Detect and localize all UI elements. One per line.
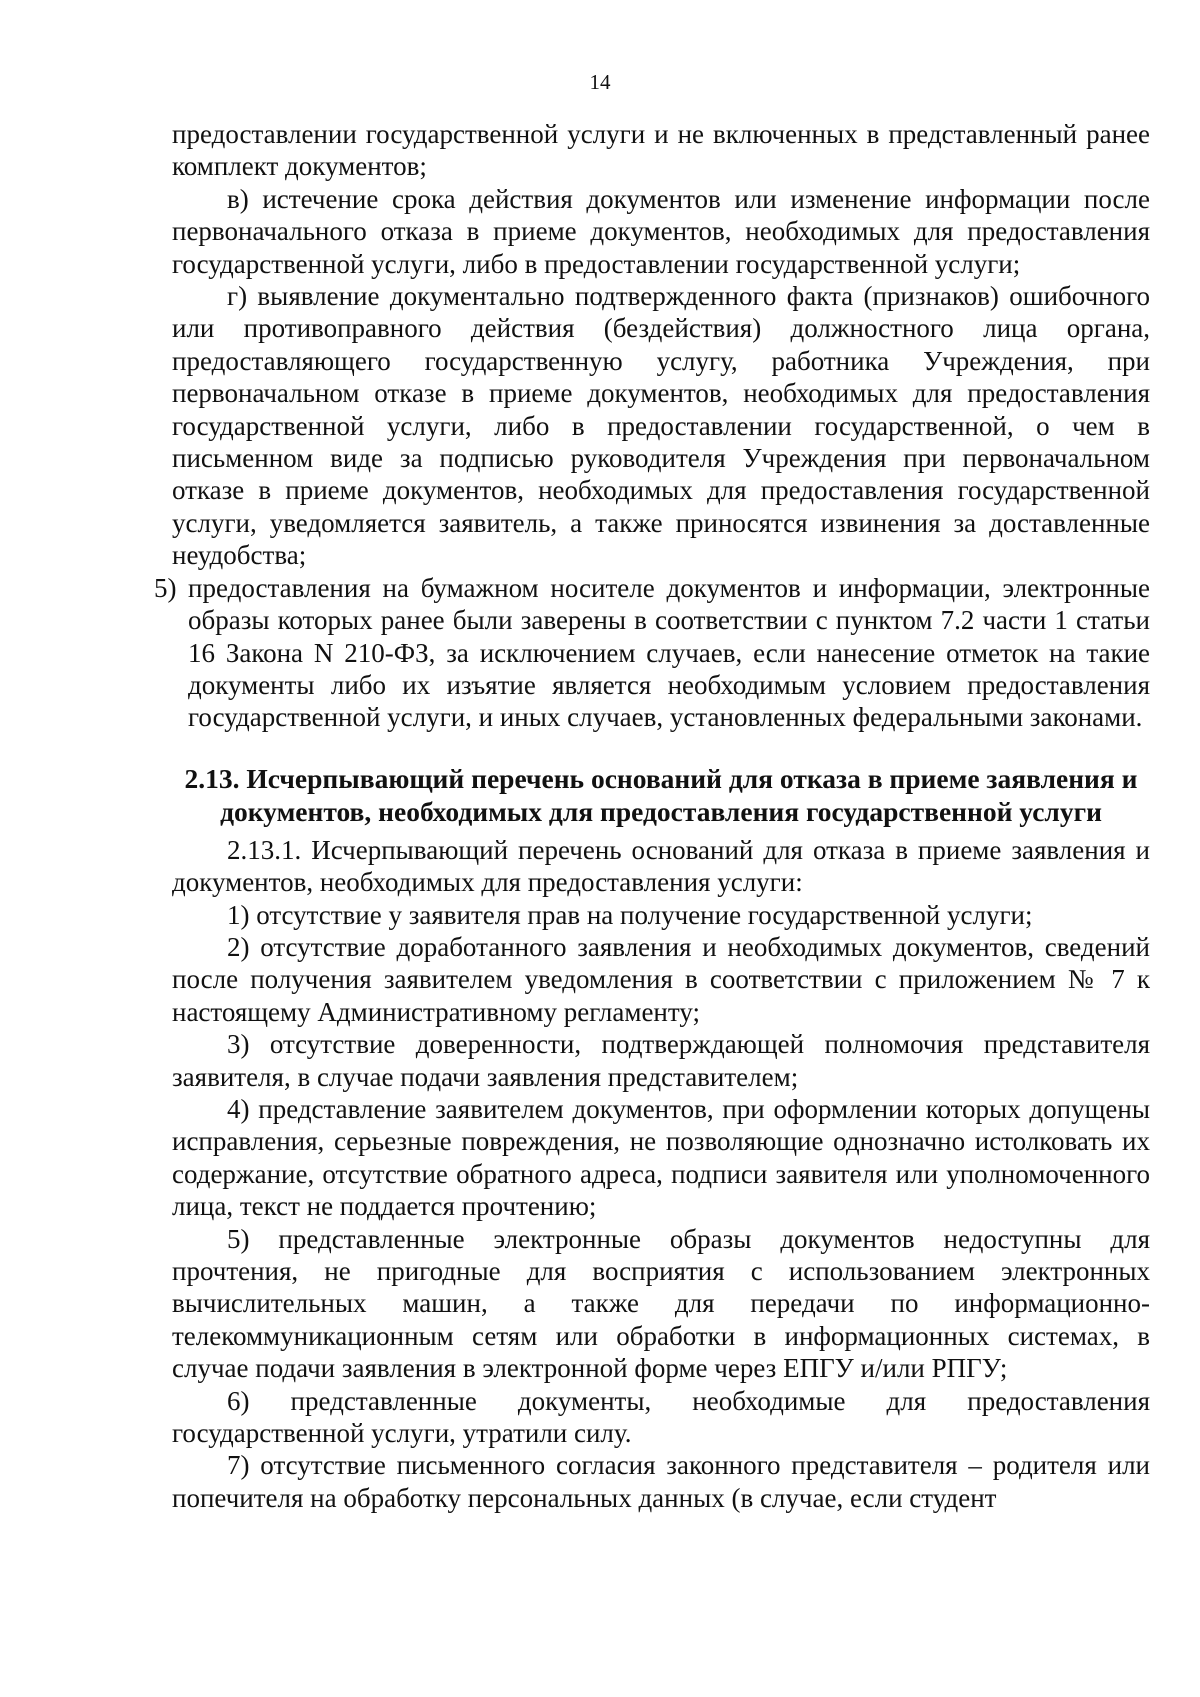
list-item-6: 6) представленные документы, необходимые для предоставления государственной услуги, утратили силу. <box>172 1385 1150 1449</box>
document-body <box>154 118 1150 1514</box>
list-item-5: 5) представленные электронные образы документов недоступны для прочтения, не пригодные для восприятия с использованием электронных вычислительных машин, а также для передачи по информационно-телекоммуникационным сетям или обработки в информационных системах, в случае подачи заявления в электронной форме через ЕПГУ и/или РПГУ; <box>172 1223 1150 1384</box>
list-item-2: 2) отсутствие доработанного заявления и необходимых документов, сведений после получения заявителем уведомления в соответствии с приложением № 7 к настоящему Административному регламенту; <box>172 931 1150 1027</box>
list-item-1: 1) отсутствие у заявителя прав на получение государственной услуги; <box>227 899 1033 930</box>
paragraph-item-v: в) истечение срока действия документов или изменение информации после первоначального отказа в приеме документов, необходимых для предоставления государственной услуги, либо в предоставлении государственной услуги; <box>172 183 1150 279</box>
paragraph-item-g: г) выявление документально подтвержденного факта (признаков) ошибочного или противоправного действия (бездействия) должностного лица органа, предоставляющего государственную услугу, работника Учреждения, при первоначальном отказе в приеме документов, необходимых для предоставления государственной услуги, либо в предоставлении государственной, о чем в письменном виде за подписью руководителя Учреждения при первоначальном отказе в приеме документов, необходимых для предоставления государственной услуги, уведомляется заявитель, а также приносятся извинения за доставленные неудобства; <box>172 281 1150 571</box>
numbered-item-5 <box>154 572 1150 734</box>
paragraph-2-13-1: 2.13.1. Исчерпывающий перечень оснований для отказа в приеме заявления и документов, необходимых для предоставления услуги: <box>172 834 1150 898</box>
item-number: 5) <box>154 572 177 603</box>
item-text: предоставления на бумажном носителе документов и информации, электронные образы которых ранее были заверены в соответствии с пунктом 7.2 части 1 статьи 16 Закона N 210-ФЗ, за исключением случаев, если нанесение отметок на такие документы либо их изъятие является необходимым условием предоставления государственной услуги, и иных случаев, установленных федеральными законами. <box>188 572 1150 733</box>
paragraph-continuation: предоставлении государственной услуги и не включенных в представленный ранее комплект документов; <box>172 119 1150 182</box>
list-item-3: 3) отсутствие доверенности, подтверждающей полномочия представителя заявителя, в случае подачи заявления представителем; <box>172 1029 1150 1092</box>
section-heading: 2.13. Исчерпывающий перечень оснований для отказа в приеме заявления и документов, необходимых для предоставления государственной услуги <box>184 762 1138 827</box>
list-item-4: 4) представление заявителем документов, при оформлении которых допущены исправления, серьезные повреждения, не позволяющие однозначно истолковать их содержание, отсутствие обратного адреса, подписи заявителя или уполномоченного лица, текст не поддается прочтению; <box>172 1093 1150 1222</box>
list-item-7: 7) отсутствие письменного согласия законного представителя – родителя или попечителя на обработку персональных данных (в случае, если студент <box>172 1450 1150 1513</box>
page-number: 14 <box>589 70 611 94</box>
